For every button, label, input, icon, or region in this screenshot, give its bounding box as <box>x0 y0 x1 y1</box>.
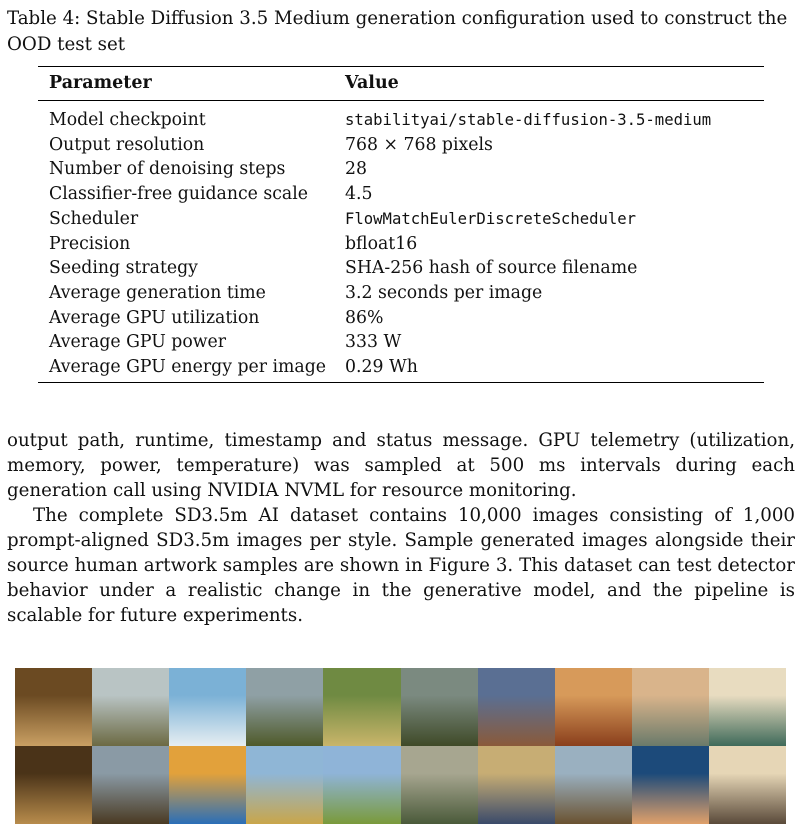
table-bottom-rule <box>38 382 764 383</box>
figure-tile-abstract-waterfall <box>169 668 247 746</box>
parameter-cell: Precision <box>49 233 131 254</box>
table-row <box>38 159 764 184</box>
figure-tile-castle-horse <box>555 746 633 824</box>
figure-tile-meadow-trees <box>323 668 401 746</box>
figure-tile-harbor-crowd <box>478 668 556 746</box>
parameter-cell: Average GPU power <box>49 332 227 353</box>
figure-tile-river-bridge <box>401 746 479 824</box>
parameter-cell: Number of denoising steps <box>49 159 286 180</box>
parameter-cell: Seeding strategy <box>49 258 198 279</box>
figure-tile-chestnut-horse <box>555 668 633 746</box>
paragraph-1: output path, runtime, timestamp and status message. GPU telemetry (utilization, memory, power, temperature) was sampled at 500 ms intervals during each generation call using NVIDIA NVML for resource monitoring. <box>7 430 795 501</box>
value-cell: bfloat16 <box>345 233 418 254</box>
table-row <box>38 258 764 283</box>
table-row <box>38 184 764 209</box>
figure-tile-sky-landscape <box>92 668 170 746</box>
value-cell: FlowMatchEulerDiscreteScheduler <box>345 209 637 228</box>
figure-tile-horse-riders <box>92 746 170 824</box>
table-row <box>38 135 764 160</box>
figure-tile-ornate-interior <box>15 668 93 746</box>
parameter-cell: Scheduler <box>49 208 139 229</box>
figure-tile-pagoda-print <box>709 746 787 824</box>
body-text <box>7 428 795 628</box>
parameter-cell: Output resolution <box>49 134 205 155</box>
value-cell: 0.29 Wh <box>345 357 418 377</box>
header-value: Value <box>345 73 399 93</box>
figure-tile-forest-clearing <box>401 668 479 746</box>
parameter-cell: Average GPU utilization <box>49 307 260 328</box>
table-row <box>38 283 764 308</box>
parameter-cell: Average GPU energy per image <box>49 357 327 377</box>
table-mid-rule <box>38 100 764 101</box>
figure-tile-gilded-hall <box>15 746 93 824</box>
figure-tile-twisted-tree <box>632 668 710 746</box>
figure-image-grid <box>15 668 786 823</box>
parameter-cell: Average generation time <box>49 282 266 303</box>
table-row <box>38 357 764 382</box>
table-caption: Table 4: Stable Diffusion 3.5 Medium generation configuration used to construct the OOD test set <box>7 8 788 55</box>
figure-tile-boat-crowd <box>478 746 556 824</box>
table-row <box>38 209 764 234</box>
parameter-cell: Model checkpoint <box>49 110 206 130</box>
value-cell: stabilityai/stable-diffusion-3.5-medium <box>345 111 712 129</box>
figure-tile-blue-orb-tree <box>632 746 710 824</box>
figure-tile-tree-path <box>323 746 401 824</box>
table-top-rule <box>38 66 764 67</box>
value-cell: 86% <box>345 307 384 328</box>
value-cell: 768 × 768 pixels <box>345 134 493 155</box>
table-row <box>38 332 764 357</box>
value-cell: SHA-256 hash of source filename <box>345 258 638 279</box>
figure-tile-rural-cart-scene <box>246 668 324 746</box>
figure-tile-japanese-print-bridge <box>709 668 787 746</box>
figure-tile-city-skater <box>169 746 247 824</box>
value-cell: 333 W <box>345 332 402 353</box>
table-row <box>38 110 764 135</box>
paragraph-2: The complete SD3.5m AI dataset contains 10,000 images consisting of 1,000 prompt-aligned SD3.5m images per style. Sample generated images alongside their source human artwork samples are shown in Figure 3. This dataset can test detector behavior under a realistic change in the generative model, and the pipeline is scalable for future experiments. <box>7 505 795 626</box>
table-row <box>38 234 764 259</box>
header-parameter: Parameter <box>49 73 152 93</box>
value-cell: 28 <box>345 159 367 180</box>
parameter-cell: Classifier-free guidance scale <box>49 184 308 205</box>
figure-tile-horse-carriage <box>246 746 324 824</box>
value-cell: 4.5 <box>345 184 373 205</box>
table-row <box>38 308 764 333</box>
value-cell: 3.2 seconds per image <box>345 282 543 303</box>
